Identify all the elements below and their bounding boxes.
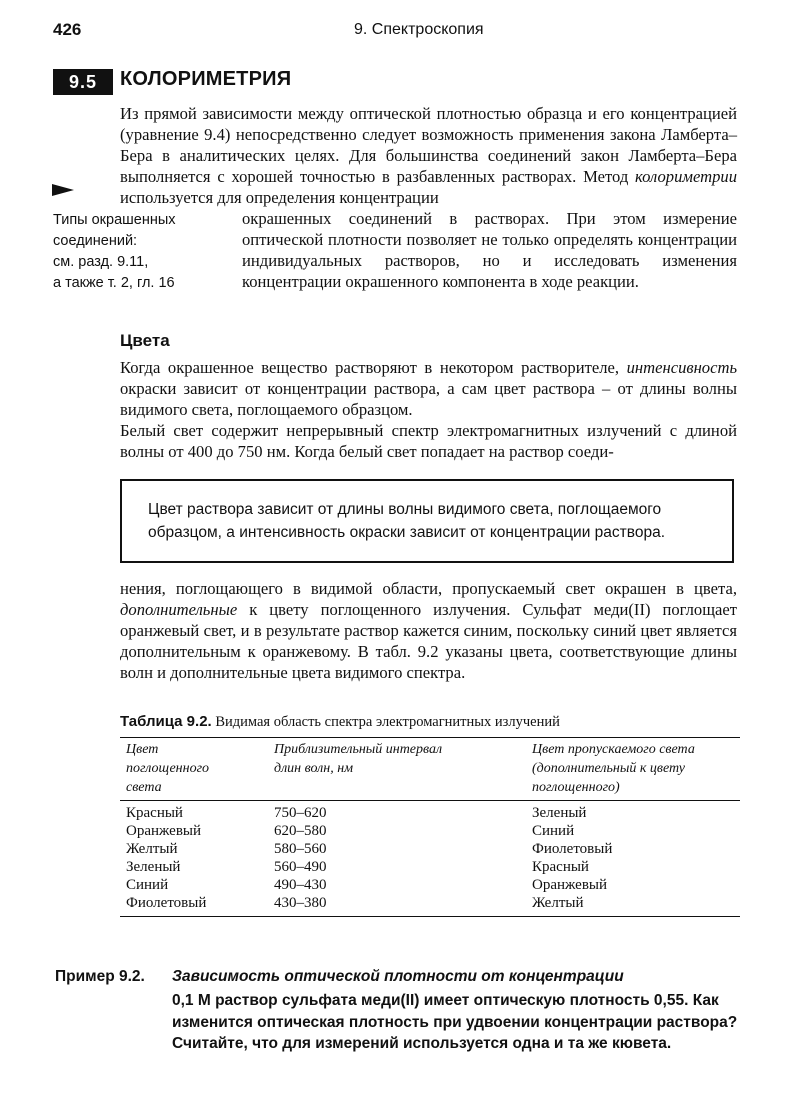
header-line: длин волн, нм: [274, 761, 354, 776]
key-point-box: [120, 479, 734, 563]
header-line: поглощенного: [126, 761, 210, 776]
intro-paragraph-continued: окрашенных соединений в растворах. При этом измерение оптической плотности позволяет не только определять концентрации индивидуальных растворов, но и исследовать изменения концентрации окрашенного компонента в ходе реакции.: [242, 209, 737, 291]
cell-absorbed: Фиолетовый: [126, 895, 207, 911]
header-line: (дополнительный к цвету: [532, 761, 685, 776]
arrow-right-icon: [52, 184, 74, 196]
cell-range: 430–380: [274, 895, 327, 911]
cell-transmitted: Фиолетовый: [532, 841, 613, 857]
cell-absorbed: Синий: [126, 877, 169, 893]
paragraph-text: Когда окрашенное вещество растворяют в некотором растворителе,: [120, 358, 627, 377]
example-label: Пример 9.2.: [55, 968, 145, 985]
cell-absorbed: Желтый: [126, 841, 178, 857]
header-line: света: [126, 780, 162, 795]
term-intensity: интенсивность: [626, 358, 737, 377]
term-colorimetry: колориметрии: [635, 167, 737, 186]
subheading-colors: Цвета: [120, 331, 170, 350]
colors-paragraph-1: [120, 357, 737, 420]
table-caption: [120, 713, 560, 731]
table-row: [120, 822, 740, 840]
cell-range: 580–560: [274, 841, 327, 857]
table-bottom-rule: [120, 916, 740, 917]
spectrum-table: [120, 737, 740, 917]
margin-note-line: соединений:: [53, 233, 138, 249]
header-line: Приблизительный интервал: [274, 742, 443, 757]
cell-transmitted: Желтый: [532, 895, 584, 911]
table-row: [120, 876, 740, 894]
cell-range: 750–620: [274, 805, 327, 821]
cell-absorbed: Зеленый: [126, 859, 181, 875]
table-caption-text: Видимая область спектра электромагнитных излучений: [215, 714, 560, 730]
cell-range: 490–430: [274, 877, 327, 893]
example-title: Зависимость оптической плотности от концентрации: [172, 968, 624, 985]
header-line: поглощенного): [532, 780, 620, 795]
cell-transmitted: Оранжевый: [532, 877, 608, 893]
running-head: 9. Спектроскопия: [354, 21, 484, 38]
header-line: Цвет: [126, 742, 159, 757]
paragraph-text: нения, поглощающего в видимой области, пропускаемый свет окрашен в цвета,: [120, 579, 737, 598]
cell-absorbed: Красный: [126, 805, 183, 821]
intro-paragraph: [120, 103, 737, 208]
header-transmitted-color: [532, 740, 740, 797]
cell-range: 620–580: [274, 823, 327, 839]
paragraph-text: окраски зависит от концентрации раствора, а сам цвет раствора – от длины волны видимого света, поглощаемого образцом.: [120, 379, 737, 419]
table-label: Таблица 9.2.: [120, 713, 212, 730]
intro-text: Из прямой зависимости между оптической плотностью образца и его концентрацией (уравнение 9.4) непосредственно следует возможность применения закона Ламберта–Бера в аналитических целях. Для большинства соединений закон Ламберта–Бера выполняется с хорошей точностью в разбавленных растворах. Метод: [120, 104, 737, 186]
margin-note-line: см. разд. 9.11,: [53, 254, 149, 270]
cell-range: 560–490: [274, 859, 327, 875]
cell-absorbed: Оранжевый: [126, 823, 202, 839]
table-row: [120, 858, 740, 876]
term-complementary: дополнительные: [120, 600, 238, 619]
table-header-row: [120, 738, 740, 800]
key-point-text: Цвет раствора зависит от длины волны видимого света, поглощаемого образцом, а интенсивность окраски зависит от концентрации раствора.: [148, 501, 666, 541]
header-wavelength-range: [274, 740, 532, 797]
table-row: [120, 840, 740, 858]
margin-note-line: а также т. 2, гл. 16: [53, 275, 175, 291]
cell-transmitted: Зеленый: [532, 805, 587, 821]
table-body: [120, 801, 740, 916]
header-absorbed-color: [120, 740, 274, 797]
margin-note: [53, 210, 176, 294]
section-number-badge: 9.5: [53, 69, 113, 95]
cell-transmitted: Красный: [532, 859, 589, 875]
table-row: [120, 894, 740, 912]
section-title: КОЛОРИМЕТРИЯ: [120, 68, 292, 90]
margin-note-line: Типы окрашенных: [53, 212, 176, 228]
header-line: Цвет пропускаемого света: [532, 742, 695, 757]
paragraph-text: к цвету поглощенного излучения. Сульфат меди(II) поглощает оранжевый свет, и в результате раствор кажется синим, поскольку синий цвет является дополнительным к оранжевому. В табл. 9.2 указаны цвета, соответствующие длины волн и дополнительные цвета видимого спектра.: [120, 600, 737, 682]
intro-text-end: используется для определения концентрации: [120, 188, 439, 207]
example-body: 0,1 М раствор сульфата меди(II) имеет оптическую плотность 0,55. Как изменится оптическая плотность при удвоении концентрации раствора? Считайте, что для измерений используется одна и та же кювета.: [172, 992, 738, 1052]
colors-paragraph-2: Белый свет содержит непрерывный спектр электромагнитных излучений с длиной волны от 400 до 750 нм. Когда белый свет попадает на раствор соеди-: [120, 421, 737, 461]
table-row: [120, 804, 740, 822]
cell-transmitted: Синий: [532, 823, 575, 839]
colors-paragraph-3: [120, 578, 737, 683]
page-number: 426: [53, 20, 82, 39]
